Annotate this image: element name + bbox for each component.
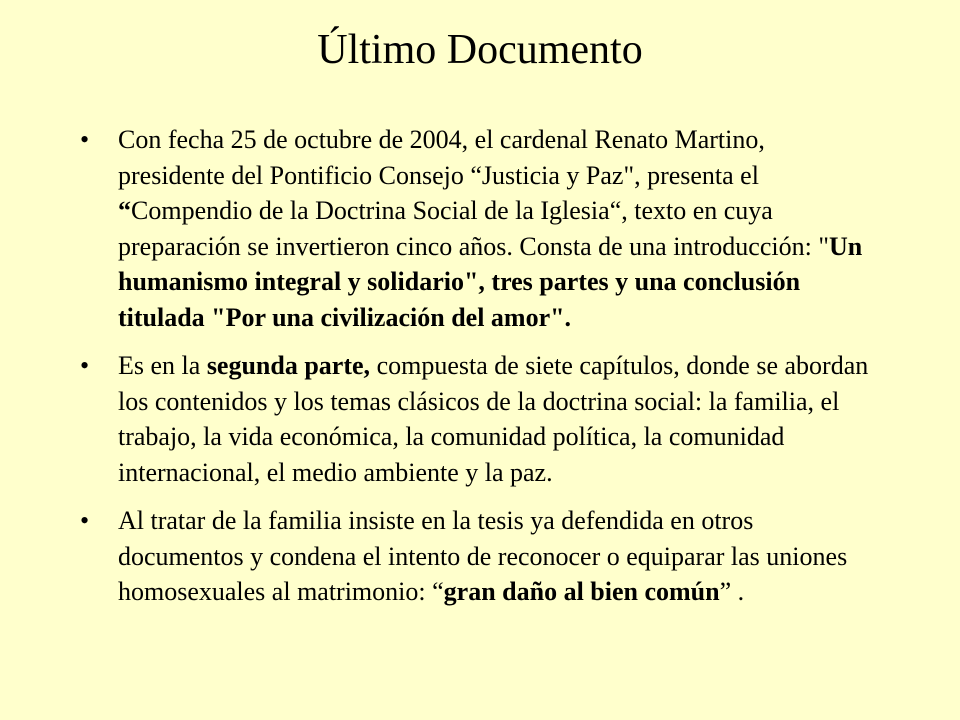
slide-title: Último Documento <box>317 27 643 73</box>
bullet-text-run: compuesta de siete capítulos, donde se abordan los contenidos y los temas clásicos de la doctrina social: la familia, el trabajo, la vida económica, la comunidad política, la comunidad internacional, el medio ambiente y la paz. <box>118 351 869 487</box>
bullet-text-run-bold: gran daño al bien común <box>443 577 720 606</box>
bullet-item <box>80 348 870 490</box>
bullet-text-run: Compendio de la Doctrina Social de la Iglesia“, texto en cuya preparación se invertieron cinco años. Consta de una introducción: " <box>118 196 829 261</box>
bullet-text-run-bold: “ <box>118 196 131 225</box>
bullet-marker: • <box>80 125 90 154</box>
bullet-marker: • <box>80 506 90 535</box>
bullet-text-run: Al tratar de la familia insiste en la tesis ya defendida en otros documentos y condena el intento de reconocer o equiparar las uniones homosexuales al matrimonio: “ <box>118 506 848 606</box>
bullet-item <box>80 503 870 610</box>
bullet-list <box>80 122 870 623</box>
bullet-text-run-bold: Un humanismo integral y solidario", tres partes y una conclusión titulada "Por una civilización del amor". <box>118 231 863 332</box>
bullet-text-run: Es en la <box>118 351 207 380</box>
bullet-text-run: ” . <box>719 577 745 606</box>
bullet-text-run: Con fecha 25 de octubre de 2004, el cardenal Renato Martino, presidente del Pontificio Consejo “Justicia y Paz", presenta el <box>118 125 765 190</box>
bullet-item <box>80 122 870 335</box>
bullet-text-run-bold: segunda parte, <box>206 351 371 380</box>
bullet-marker: • <box>80 351 90 380</box>
